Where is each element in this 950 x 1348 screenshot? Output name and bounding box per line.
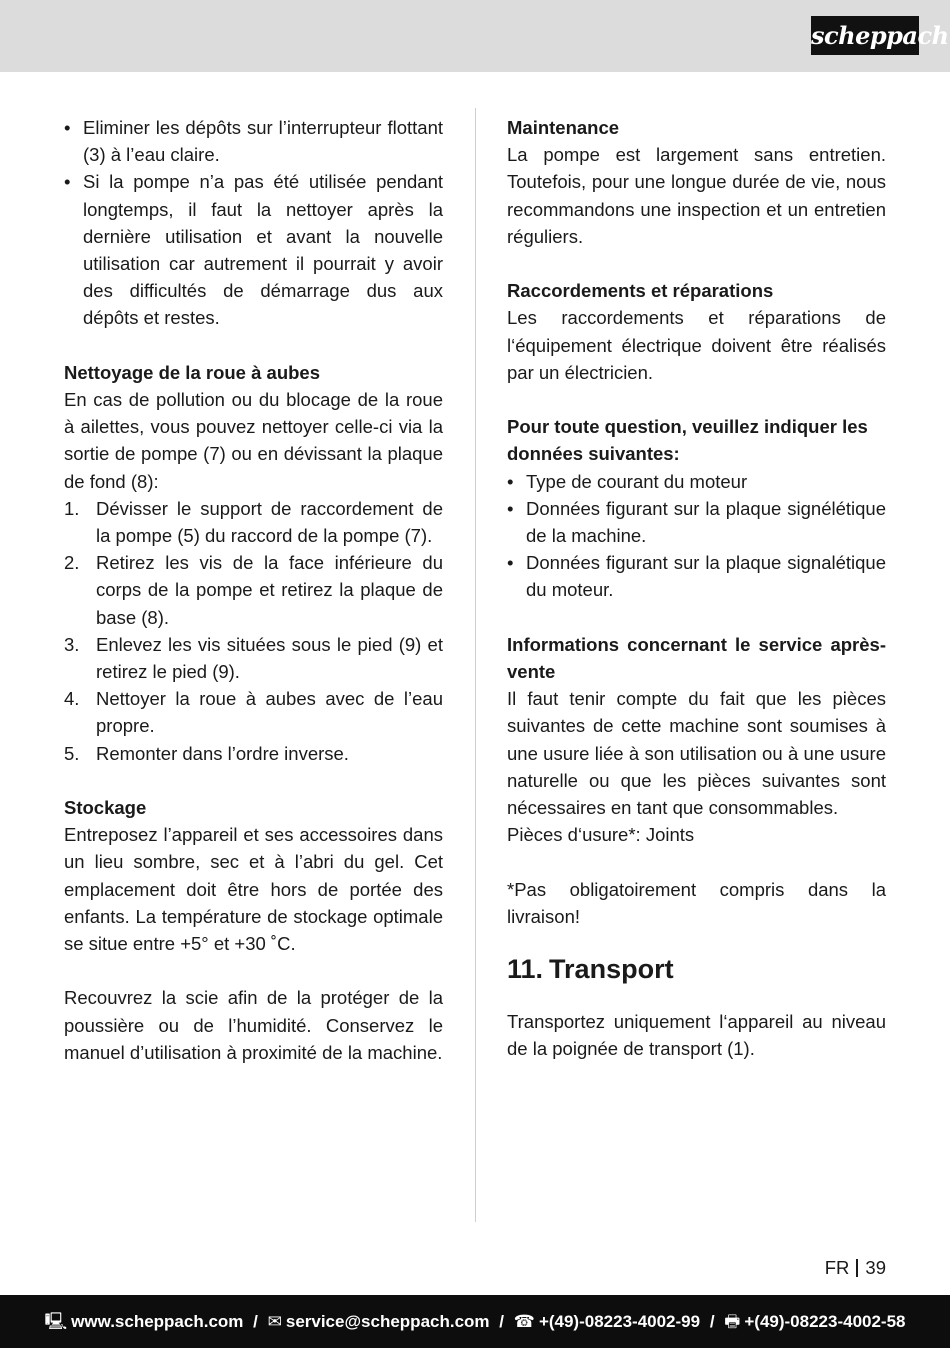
list-item: 1. Dévisser le support de raccordement de la pompe (5) du raccord de la pompe (7). (64, 497, 443, 547)
service-heading: Informations concernant le service après-vente (507, 633, 886, 683)
maintenance-text: La pompe est largement sans entretien. Toutefois, pour une longue durée de vie, nous recommandons une inspection et un entretien réguliers. (507, 144, 886, 247)
footer-bar: 🖳 www.scheppach.com / ✉ service@scheppach.com / ☎ +(49)-08223-4002-99 / 🖶 +(49)-08223-4002-58 (0, 1295, 950, 1348)
phone-number: +(49)-08223-4002-99 (538, 1312, 701, 1331)
language-code: FR (824, 1257, 850, 1278)
envelope-icon: ✉ (267, 1312, 282, 1331)
connections-heading: Raccordements et réparations (507, 280, 774, 302)
list-item: • Données figurant sur la plaque signalétique du moteur. (507, 549, 886, 603)
fax-icon: 🖶 (724, 1312, 741, 1331)
computer-icon: 🖳 (44, 1312, 68, 1331)
storage-heading: Stockage (64, 797, 147, 819)
list-item: 3. Enlevez les vis situées sous le pied (9) et retirez le pied (9). (64, 633, 443, 683)
storage-cover-text: Recouvrez la scie afin de la protéger de la poussière ou de l’humidité. Conservez le manuel d’utilisation à proximité de la machine. (64, 987, 443, 1063)
storage-text: Entreposez l’appareil et ses accessoires dans un lieu sombre, sec et à l’abri du gel. Cet emplacement doit être hors de portée des enfants. La température de stockage optimale se situe entre +5° et +30 ˚C. (64, 824, 443, 955)
phone-icon: ☎ (513, 1312, 535, 1331)
transport-text: Transportez uniquement l‘appareil au niveau de la poignée de transport (1). (507, 1011, 886, 1060)
page-number (825, 1256, 886, 1280)
fax-number: +(49)-08223-4002-58 (744, 1312, 906, 1331)
list-item: 5. Remonter dans l’ordre inverse. (64, 742, 349, 764)
page-number-value: 39 (865, 1257, 886, 1278)
cleaning-heading: Nettoyage de la roue à aubes (64, 361, 321, 383)
intro-bullet-list (64, 114, 443, 332)
list-item: • Type de courant du moteur (507, 468, 886, 495)
maintenance-heading: Maintenance (507, 117, 620, 138)
cleaning-text: En cas de pollution ou du blocage de la roue à ailettes, vous pouvez nettoyer celle-ci via la sortie de pompe (7) ou en dévissant la plaque de fond (8): (64, 389, 443, 492)
right-column (507, 114, 886, 1062)
section-title-transport: 11. Transport (507, 954, 674, 985)
header-band (0, 0, 950, 72)
email-link[interactable]: service@scheppach.com (285, 1312, 490, 1331)
connections-text: Les raccordements et réparations de l‘équipement électrique doivent être réalisés par un électricien. (507, 307, 886, 383)
column-divider (475, 108, 476, 1222)
list-item: 4. Nettoyer la roue à aubes avec de l’eau propre. (64, 688, 443, 737)
left-column (64, 114, 443, 1066)
questions-heading: Pour toute question, veuillez indiquer les données suivantes: (507, 416, 868, 465)
service-text: Il faut tenir compte du fait que les pièces suivantes de cette machine sont soumises à une usure liée à son utilisation ou à une usure naturelle ou que les pièces suivantes sont nécessaires en tant que consommables. (507, 688, 886, 819)
list-item: • Si la pompe n’a pas été utilisée pendant longtemps, il faut la nettoyer après la dernière utilisation et avant la nouvelle utilisation car autrement il pourrait y avoir des difficultés de démarrage dus aux dépôts et restes. (64, 168, 443, 331)
brand-logo: scheppach (811, 16, 919, 55)
questions-bullet-list (507, 468, 886, 604)
list-item: 2. Retirez les vis de la face inférieure du corps de la pompe et retirez la plaque de base (8). (64, 552, 443, 628)
list-item: • Données figurant sur la plaque signélétique de la machine. (507, 495, 886, 549)
website-link[interactable]: www.scheppach.com (71, 1312, 244, 1331)
wear-parts: Pièces d‘usure*: Joints (507, 824, 695, 846)
cleaning-steps (64, 495, 443, 767)
list-item: • Eliminer les dépôts sur l’interrupteur flottant (3) à l’eau claire. (64, 114, 443, 168)
delivery-note: *Pas obligatoirement compris dans la livraison! (507, 878, 886, 927)
